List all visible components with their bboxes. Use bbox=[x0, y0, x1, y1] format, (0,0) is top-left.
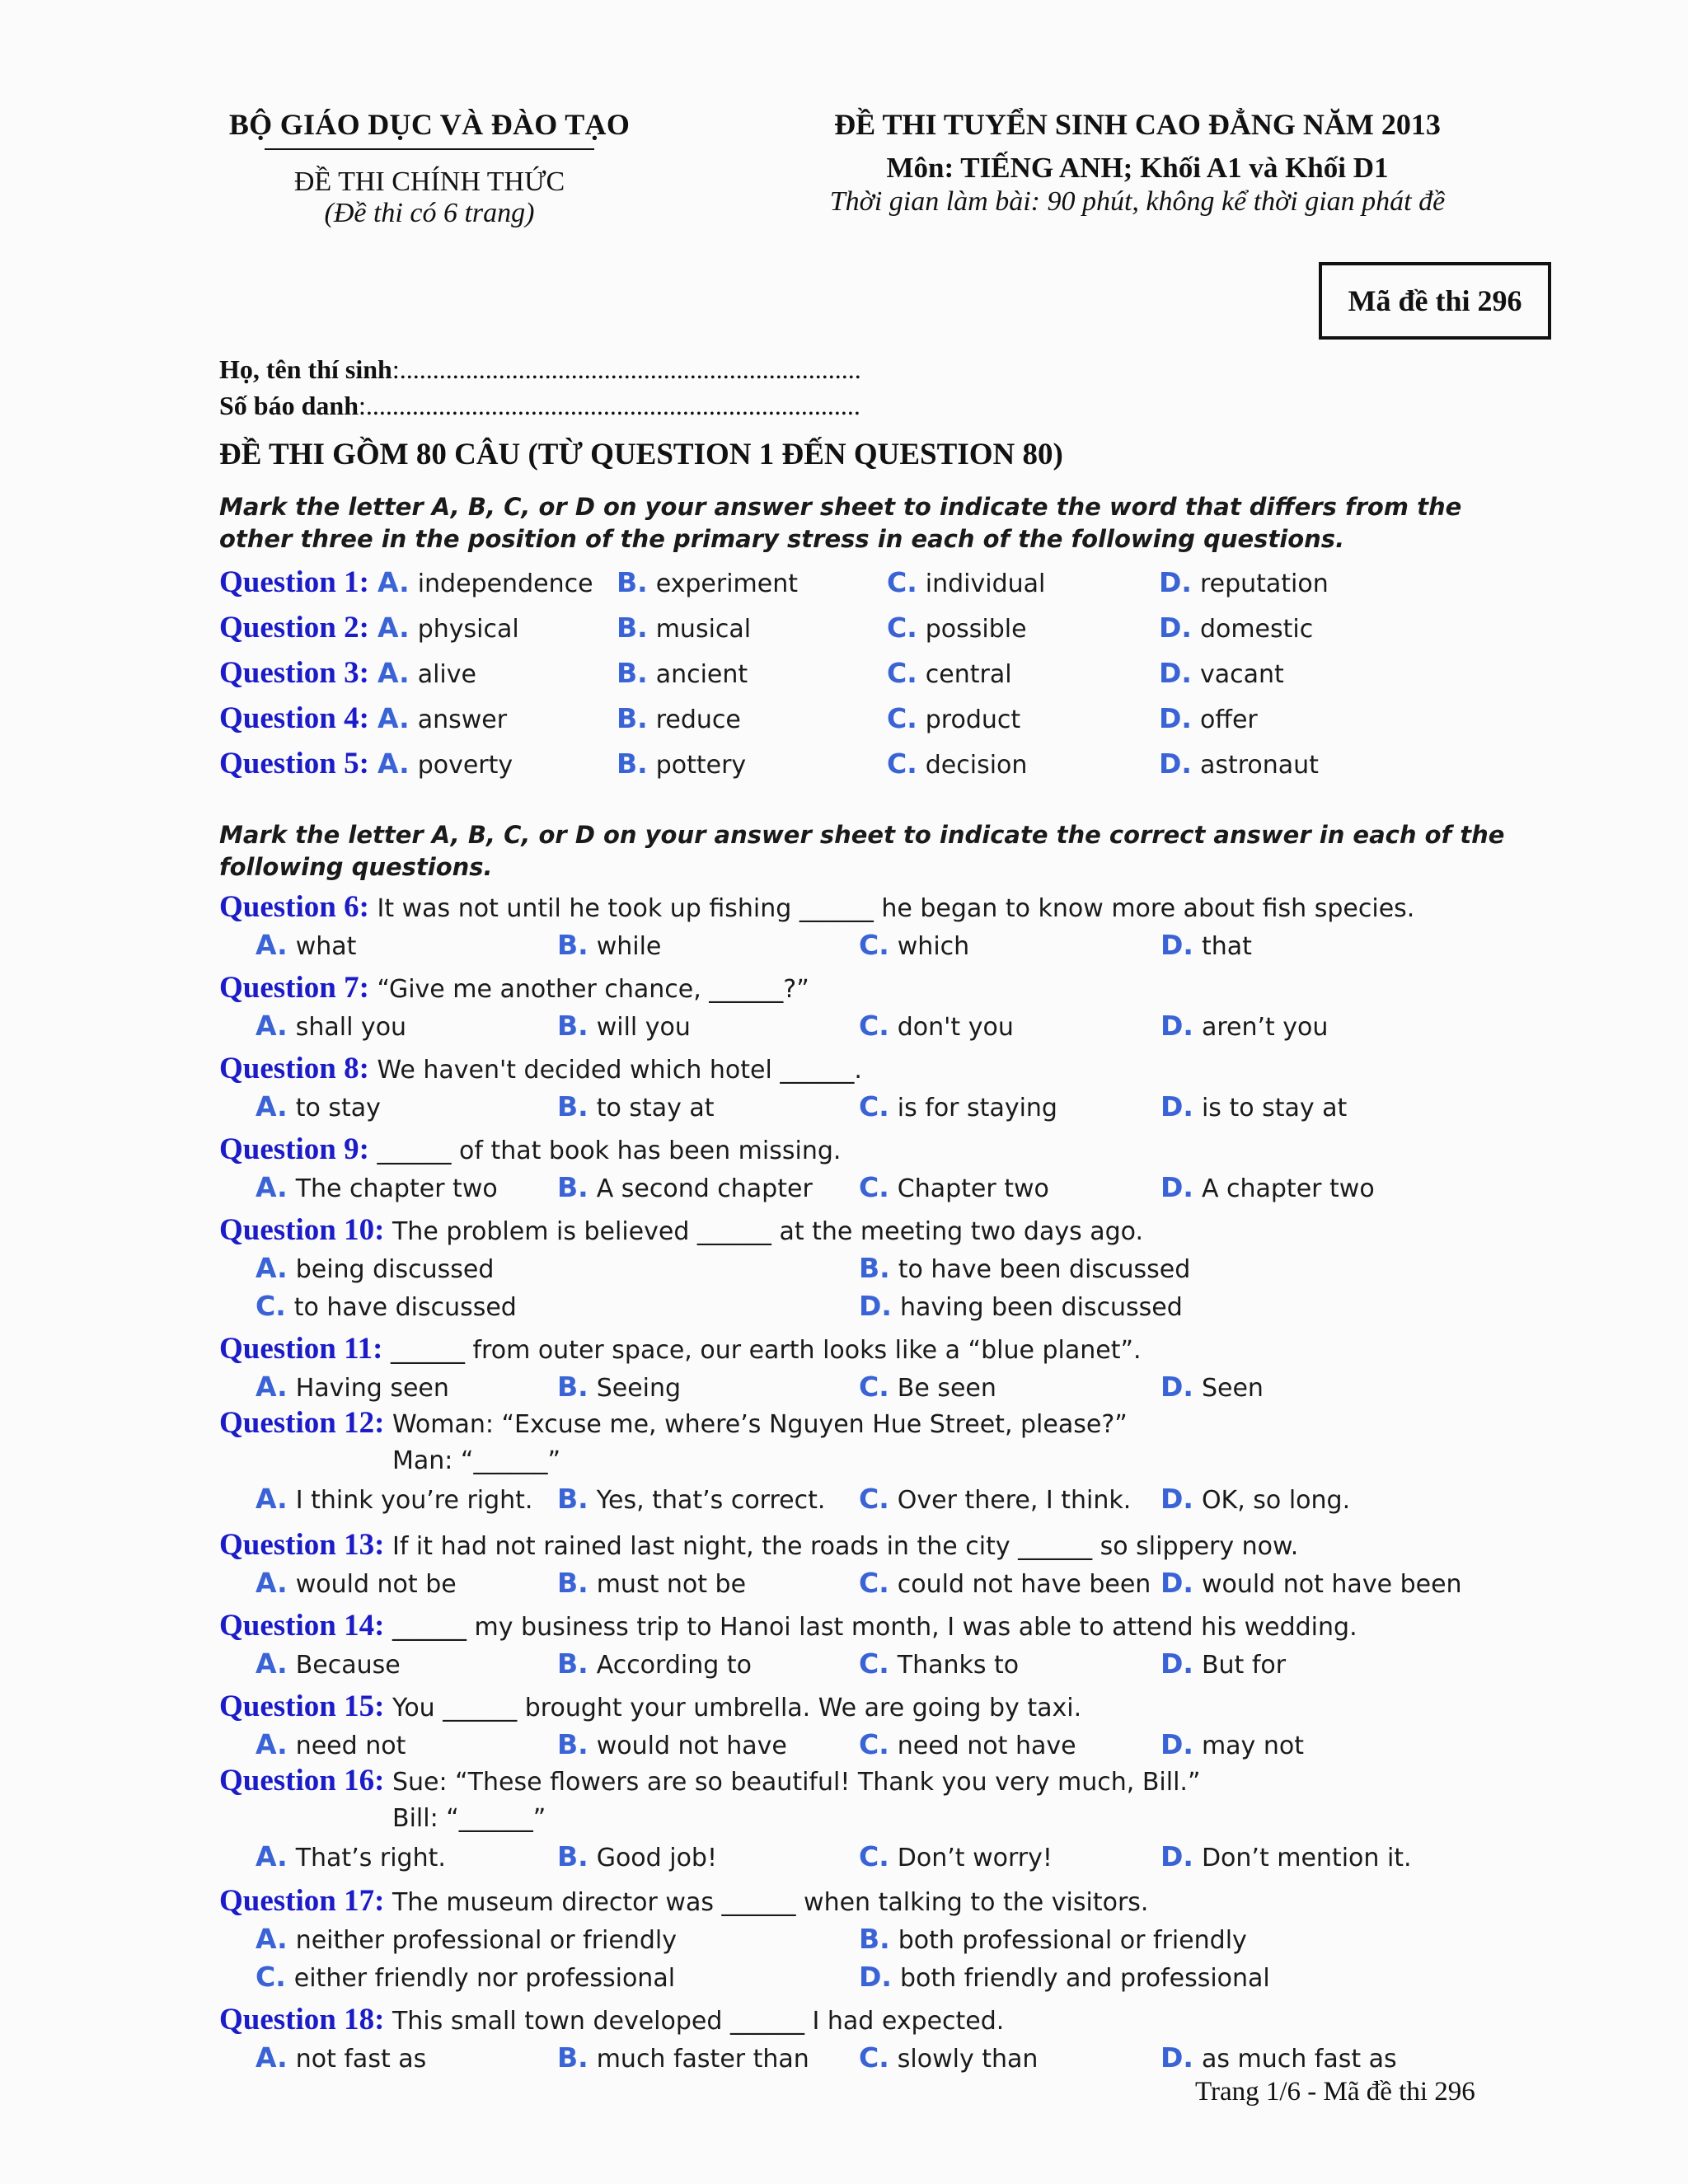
question-13 bbox=[219, 1526, 1554, 1602]
option-text: experiment bbox=[655, 569, 799, 598]
option-text: is for staying bbox=[897, 1094, 1057, 1122]
option-text: both professional or friendly bbox=[898, 1926, 1247, 1955]
option-a bbox=[256, 2039, 426, 2079]
letter-d: D. bbox=[1159, 657, 1192, 689]
option-a bbox=[256, 1838, 446, 1877]
dialogue-reply: Man: “______” bbox=[392, 1446, 561, 1475]
question-label: Question 14: bbox=[219, 1609, 385, 1643]
letter-b: B. bbox=[557, 929, 588, 961]
question-label: Question 10: bbox=[219, 1213, 385, 1247]
question-label: Question 6: bbox=[219, 890, 369, 924]
letter-d: D. bbox=[1160, 1728, 1193, 1760]
option-text: Be seen bbox=[897, 1374, 996, 1403]
question-10 bbox=[219, 1212, 1554, 1325]
option-text: central bbox=[925, 660, 1012, 689]
candidate-id-label: Số báo danh bbox=[219, 391, 359, 420]
letter-a: A. bbox=[256, 1728, 288, 1760]
option-a bbox=[256, 1368, 449, 1408]
option-text: having been discussed bbox=[899, 1293, 1183, 1322]
option-d bbox=[1159, 700, 1258, 739]
option-text: OK, so long. bbox=[1201, 1486, 1351, 1515]
option-text: being discussed bbox=[295, 1255, 495, 1284]
letter-c: C. bbox=[887, 702, 917, 734]
question-stem: This small town developed ______ I had expected. bbox=[392, 2007, 1005, 2036]
letter-c: C. bbox=[859, 1647, 889, 1680]
option-text: would not be bbox=[295, 1570, 457, 1599]
question-stem: If it had not rained last night, the roads in the city ______ so slippery now. bbox=[392, 1532, 1299, 1561]
question-label: Question 4: bbox=[219, 701, 369, 735]
question-16 bbox=[219, 1762, 1554, 1876]
option-c bbox=[859, 926, 969, 966]
question-5 bbox=[219, 745, 1554, 783]
option-text: which bbox=[897, 932, 970, 961]
option-d bbox=[1159, 654, 1284, 694]
letter-d: D. bbox=[1159, 702, 1192, 734]
question-stem: The museum director was ______ when talking to the visitors. bbox=[392, 1888, 1149, 1917]
option-d bbox=[1160, 1169, 1375, 1208]
option-a bbox=[377, 745, 513, 785]
ministry-name: BỘ GIÁO DỤC VÀ ĐÀO TẠO bbox=[228, 108, 631, 141]
letter-d: D. bbox=[1160, 2041, 1193, 2074]
option-text: But for bbox=[1201, 1651, 1287, 1680]
letter-a: A. bbox=[377, 748, 410, 780]
option-c bbox=[859, 1088, 1057, 1127]
letter-a: A. bbox=[256, 1840, 288, 1872]
option-a bbox=[377, 564, 593, 603]
option-text: need not bbox=[295, 1732, 406, 1760]
option-a bbox=[377, 609, 519, 649]
option-text: offer bbox=[1199, 705, 1258, 734]
letter-b: B. bbox=[617, 702, 648, 734]
option-c bbox=[859, 1726, 1076, 1765]
option-b bbox=[557, 1169, 813, 1208]
letter-c: C. bbox=[859, 1840, 889, 1872]
letter-c: C. bbox=[859, 929, 889, 961]
option-text: neither professional or friendly bbox=[295, 1926, 677, 1955]
option-text: I think you’re right. bbox=[295, 1486, 533, 1515]
option-b bbox=[557, 2039, 809, 2079]
option-a bbox=[256, 1088, 381, 1127]
option-d bbox=[1160, 1726, 1304, 1765]
question-label: Question 8: bbox=[219, 1052, 369, 1085]
letter-b: B. bbox=[557, 2041, 588, 2074]
option-b bbox=[617, 564, 798, 603]
option-text: not fast as bbox=[295, 2045, 427, 2074]
letter-c: C. bbox=[859, 1171, 889, 1203]
letter-b: B. bbox=[859, 1252, 890, 1284]
option-c bbox=[887, 745, 1027, 785]
letter-b: B. bbox=[617, 657, 648, 689]
letter-a: A. bbox=[256, 1923, 288, 1955]
option-a bbox=[256, 1564, 457, 1604]
letter-b: B. bbox=[859, 1923, 890, 1955]
option-text: would not have been bbox=[1201, 1570, 1462, 1599]
option-c bbox=[859, 2039, 1038, 2079]
letter-b: B. bbox=[557, 1483, 588, 1515]
instruction-correct: Mark the letter A, B, C, or D on your answer sheet to indicate the correct answer in each of the following questions. bbox=[219, 821, 1505, 881]
option-a bbox=[256, 1007, 406, 1047]
letter-d: D. bbox=[1160, 1647, 1193, 1680]
header-divider bbox=[265, 148, 594, 150]
question-label: Question 11: bbox=[219, 1332, 383, 1366]
question-stem: We haven't decided which hotel ______. bbox=[377, 1056, 862, 1085]
letter-a: A. bbox=[377, 657, 410, 689]
option-text: A second chapter bbox=[596, 1174, 813, 1203]
header-left bbox=[219, 107, 640, 229]
letter-a: A. bbox=[256, 1252, 288, 1284]
question-4 bbox=[219, 700, 1554, 738]
option-a bbox=[256, 926, 356, 966]
option-c bbox=[859, 1368, 996, 1408]
option-a bbox=[256, 1249, 494, 1289]
option-d bbox=[1160, 1368, 1264, 1408]
option-text: slowly than bbox=[897, 2045, 1039, 2074]
letter-d: D. bbox=[1160, 1840, 1193, 1872]
candidate-id-dots: :........................................................................... bbox=[358, 391, 860, 420]
letter-a: A. bbox=[256, 2041, 288, 2074]
letter-a: A. bbox=[256, 1483, 288, 1515]
option-text: Don’t mention it. bbox=[1201, 1844, 1412, 1872]
question-9 bbox=[219, 1131, 1554, 1207]
option-d bbox=[1160, 926, 1252, 966]
option-d bbox=[1160, 2039, 1397, 2079]
option-c bbox=[859, 1480, 1131, 1520]
option-text: what bbox=[295, 932, 357, 961]
letter-c: C. bbox=[859, 1567, 889, 1599]
letter-a: A. bbox=[256, 1010, 288, 1042]
letter-d: D. bbox=[1160, 1171, 1193, 1203]
option-d bbox=[1160, 1480, 1350, 1520]
option-text: to have discussed bbox=[293, 1293, 517, 1322]
question-stem: ______ of that book has been missing. bbox=[377, 1137, 842, 1165]
option-c bbox=[887, 654, 1012, 694]
option-text: must not be bbox=[596, 1570, 747, 1599]
letter-c: C. bbox=[887, 612, 917, 644]
option-text: either friendly nor professional bbox=[293, 1964, 676, 1993]
option-text: don't you bbox=[897, 1013, 1014, 1042]
letter-c: C. bbox=[887, 657, 917, 689]
letter-c: C. bbox=[859, 1090, 889, 1122]
option-a bbox=[256, 1480, 532, 1520]
question-18 bbox=[219, 2001, 1554, 2077]
letter-a: A. bbox=[377, 566, 410, 598]
option-text: reduce bbox=[655, 705, 741, 734]
question-14 bbox=[219, 1607, 1554, 1683]
option-d bbox=[1160, 1564, 1462, 1604]
option-b bbox=[617, 700, 741, 739]
letter-b: B. bbox=[557, 1840, 588, 1872]
option-b bbox=[557, 1007, 691, 1047]
dialogue-reply: Bill: “______” bbox=[392, 1804, 546, 1833]
question-label: Question 1: bbox=[219, 565, 369, 599]
letter-c: C. bbox=[256, 1961, 286, 1993]
option-c bbox=[887, 564, 1045, 603]
option-text: while bbox=[596, 932, 662, 961]
option-text: reputation bbox=[1199, 569, 1329, 598]
option-b bbox=[557, 1726, 787, 1765]
letter-c: C. bbox=[859, 2041, 889, 2074]
letter-b: B. bbox=[557, 1010, 588, 1042]
letter-c: C. bbox=[256, 1290, 286, 1322]
question-17 bbox=[219, 1882, 1554, 1996]
option-text: Over there, I think. bbox=[897, 1486, 1132, 1515]
option-text: Having seen bbox=[295, 1374, 449, 1403]
option-text: that bbox=[1201, 932, 1252, 961]
option-c bbox=[859, 1645, 1019, 1685]
letter-d: D. bbox=[1160, 1371, 1193, 1403]
letter-d: D. bbox=[859, 1961, 892, 1993]
option-text: ancient bbox=[655, 660, 748, 689]
question-label: Question 3: bbox=[219, 656, 369, 690]
option-d bbox=[859, 1958, 1270, 1998]
question-11 bbox=[219, 1330, 1554, 1406]
option-text: to stay bbox=[295, 1094, 381, 1122]
letter-b: B. bbox=[557, 1090, 588, 1122]
letter-c: C. bbox=[859, 1483, 889, 1515]
letter-a: A. bbox=[256, 1371, 288, 1403]
question-stem: Woman: “Excuse me, where’s Nguyen Hue Street, please?” bbox=[392, 1410, 1128, 1439]
letter-b: B. bbox=[557, 1567, 588, 1599]
option-c bbox=[859, 1007, 1014, 1047]
option-text: According to bbox=[596, 1651, 752, 1680]
option-text: as much fast as bbox=[1201, 2045, 1397, 2074]
option-c bbox=[859, 1564, 1151, 1604]
question-label: Question 18: bbox=[219, 2003, 385, 2036]
option-text: both friendly and professional bbox=[899, 1964, 1270, 1993]
question-label: Question 16: bbox=[219, 1764, 385, 1797]
option-text: physical bbox=[417, 615, 519, 644]
letter-c: C. bbox=[887, 748, 917, 780]
letter-b: B. bbox=[617, 566, 648, 598]
option-d bbox=[1160, 1838, 1412, 1877]
question-7 bbox=[219, 969, 1554, 1045]
option-text: pottery bbox=[655, 751, 747, 780]
letter-d: D. bbox=[859, 1290, 892, 1322]
letter-d: D. bbox=[1160, 1010, 1193, 1042]
letter-d: D. bbox=[1160, 1090, 1193, 1122]
letter-c: C. bbox=[859, 1728, 889, 1760]
option-c bbox=[256, 1287, 517, 1327]
question-stem: ______ from outer space, our earth looks like a “blue planet”. bbox=[390, 1336, 1142, 1365]
option-text: could not have been bbox=[897, 1570, 1151, 1599]
option-c bbox=[887, 700, 1020, 739]
option-text: need not have bbox=[897, 1732, 1076, 1760]
option-text: alive bbox=[417, 660, 476, 689]
option-text: to have been discussed bbox=[898, 1255, 1191, 1284]
option-text: musical bbox=[655, 615, 752, 644]
question-label: Question 13: bbox=[219, 1528, 385, 1562]
question-3 bbox=[219, 654, 1554, 692]
letter-d: D. bbox=[1159, 748, 1192, 780]
option-a bbox=[256, 1645, 401, 1685]
option-text: independence bbox=[417, 569, 593, 598]
option-a bbox=[377, 700, 507, 739]
option-d bbox=[1159, 609, 1313, 649]
letter-b: B. bbox=[617, 612, 648, 644]
option-text: shall you bbox=[295, 1013, 407, 1042]
letter-c: C. bbox=[859, 1010, 889, 1042]
option-d bbox=[859, 1287, 1183, 1327]
option-b bbox=[557, 1564, 746, 1604]
question-2 bbox=[219, 609, 1554, 647]
letter-d: D. bbox=[1159, 612, 1192, 644]
exam-subject: Môn: TIẾNG ANH; Khối A1 và Khối D1 bbox=[886, 152, 1389, 184]
option-b bbox=[617, 745, 746, 785]
option-a bbox=[256, 1726, 406, 1765]
letter-a: A. bbox=[256, 1567, 288, 1599]
option-text: is to stay at bbox=[1201, 1094, 1348, 1122]
option-text: decision bbox=[925, 751, 1028, 780]
official-exam-label: ĐỀ THI CHÍNH THỨC bbox=[293, 166, 565, 197]
option-c bbox=[887, 609, 1027, 649]
header-right bbox=[725, 107, 1550, 218]
exam-code-box: Mã đề thi 296 bbox=[1319, 262, 1551, 340]
candidate-name-line bbox=[219, 354, 861, 385]
option-text: possible bbox=[925, 615, 1027, 644]
option-text: much faster than bbox=[596, 2045, 809, 2074]
option-b bbox=[859, 1920, 1247, 1960]
question-label: Question 17: bbox=[219, 1884, 385, 1918]
page-count-note: (Đề thi có 6 trang) bbox=[324, 198, 535, 228]
option-a bbox=[256, 1920, 677, 1960]
option-text: will you bbox=[596, 1013, 691, 1042]
option-text: domestic bbox=[1199, 615, 1314, 644]
option-b bbox=[617, 654, 748, 694]
question-15 bbox=[219, 1688, 1554, 1764]
instruction-stress: Mark the letter A, B, C, or D on your answer sheet to indicate the word that differs from the other three in the position of the primary stress in each of the following questions. bbox=[219, 493, 1462, 553]
option-c bbox=[859, 1838, 1053, 1877]
question-12 bbox=[219, 1404, 1554, 1518]
option-text: The chapter two bbox=[295, 1174, 498, 1203]
question-stem: You ______ brought your umbrella. We are going by taxi. bbox=[392, 1694, 1082, 1722]
option-text: aren’t you bbox=[1201, 1013, 1329, 1042]
option-text: A chapter two bbox=[1201, 1174, 1375, 1203]
letter-a: A. bbox=[256, 929, 288, 961]
question-label: Question 7: bbox=[219, 971, 369, 1005]
option-d bbox=[1160, 1645, 1286, 1685]
option-text: poverty bbox=[417, 751, 513, 780]
option-text: Seeing bbox=[596, 1374, 682, 1403]
option-text: may not bbox=[1201, 1732, 1304, 1760]
letter-d: D. bbox=[1160, 929, 1193, 961]
option-text: Because bbox=[295, 1651, 401, 1680]
total-questions-heading: ĐỀ THI GỒM 80 CÂU (TỪ QUESTION 1 ĐẾN QUESTION 80) bbox=[219, 438, 1063, 471]
page-footer: Trang 1/6 - Mã đề thi 296 bbox=[1195, 2077, 1475, 2107]
option-d bbox=[1160, 1088, 1347, 1127]
option-text: product bbox=[925, 705, 1021, 734]
option-text: Thanks to bbox=[897, 1651, 1020, 1680]
letter-b: B. bbox=[557, 1728, 588, 1760]
option-c bbox=[256, 1958, 675, 1998]
option-text: Good job! bbox=[596, 1844, 717, 1872]
option-b bbox=[557, 1645, 752, 1685]
option-a bbox=[377, 654, 476, 694]
option-b bbox=[557, 1838, 717, 1877]
question-stem: The problem is believed ______ at the meeting two days ago. bbox=[392, 1217, 1144, 1246]
candidate-id-line bbox=[219, 391, 860, 421]
option-d bbox=[1159, 745, 1319, 785]
question-1 bbox=[219, 564, 1554, 602]
option-d bbox=[1160, 1007, 1328, 1047]
option-text: astronaut bbox=[1199, 751, 1319, 780]
letter-a: A. bbox=[377, 612, 410, 644]
exam-time: Thời gian làm bài: 90 phút, không kể thời gian phát đề bbox=[829, 186, 1446, 217]
question-label: Question 12: bbox=[219, 1406, 385, 1440]
option-text: Yes, that’s correct. bbox=[596, 1486, 826, 1515]
letter-b: B. bbox=[557, 1371, 588, 1403]
question-stem: “Give me another chance, ______?” bbox=[377, 975, 809, 1004]
letter-d: D. bbox=[1160, 1567, 1193, 1599]
letter-c: C. bbox=[887, 566, 917, 598]
letter-c: C. bbox=[859, 1371, 889, 1403]
option-text: answer bbox=[417, 705, 508, 734]
question-8 bbox=[219, 1050, 1554, 1126]
question-stem: It was not until he took up fishing ______ he began to know more about fish species. bbox=[377, 894, 1415, 923]
option-text: That’s right. bbox=[295, 1844, 446, 1872]
option-d bbox=[1159, 564, 1329, 603]
letter-a: A. bbox=[256, 1171, 288, 1203]
option-text: Don’t worry! bbox=[897, 1844, 1053, 1872]
letter-b: B. bbox=[557, 1647, 588, 1680]
letter-d: D. bbox=[1159, 566, 1192, 598]
letter-a: A. bbox=[377, 702, 410, 734]
candidate-name-label: Họ, tên thí sinh bbox=[219, 354, 392, 384]
letter-b: B. bbox=[617, 748, 648, 780]
option-text: Chapter two bbox=[897, 1174, 1049, 1203]
letter-a: A. bbox=[256, 1090, 288, 1122]
question-stem: Sue: “These flowers are so beautiful! Thank you very much, Bill.” bbox=[392, 1768, 1201, 1797]
option-b bbox=[557, 1368, 681, 1408]
option-a bbox=[256, 1169, 498, 1208]
question-label: Question 2: bbox=[219, 611, 369, 644]
option-b bbox=[859, 1249, 1190, 1289]
question-stem: ______ my business trip to Hanoi last month, I was able to attend his wedding. bbox=[392, 1613, 1357, 1642]
question-label: Question 9: bbox=[219, 1132, 369, 1166]
option-c bbox=[859, 1169, 1049, 1208]
option-text: vacant bbox=[1199, 660, 1284, 689]
option-text: individual bbox=[925, 569, 1046, 598]
question-label: Question 15: bbox=[219, 1690, 385, 1723]
option-text: would not have bbox=[596, 1732, 787, 1760]
letter-b: B. bbox=[557, 1171, 588, 1203]
option-text: Seen bbox=[1201, 1374, 1264, 1403]
option-text: to stay at bbox=[596, 1094, 715, 1122]
option-b bbox=[557, 1088, 715, 1127]
letter-a: A. bbox=[256, 1647, 288, 1680]
question-6 bbox=[219, 888, 1554, 964]
option-b bbox=[617, 609, 751, 649]
candidate-name-dots: :...................................................................... bbox=[392, 354, 861, 384]
exam-title: ĐỀ THI TUYỂN SINH CAO ĐẲNG NĂM 2013 bbox=[834, 108, 1441, 141]
letter-d: D. bbox=[1160, 1483, 1193, 1515]
question-label: Question 5: bbox=[219, 747, 369, 780]
option-b bbox=[557, 926, 661, 966]
option-b bbox=[557, 1480, 825, 1520]
